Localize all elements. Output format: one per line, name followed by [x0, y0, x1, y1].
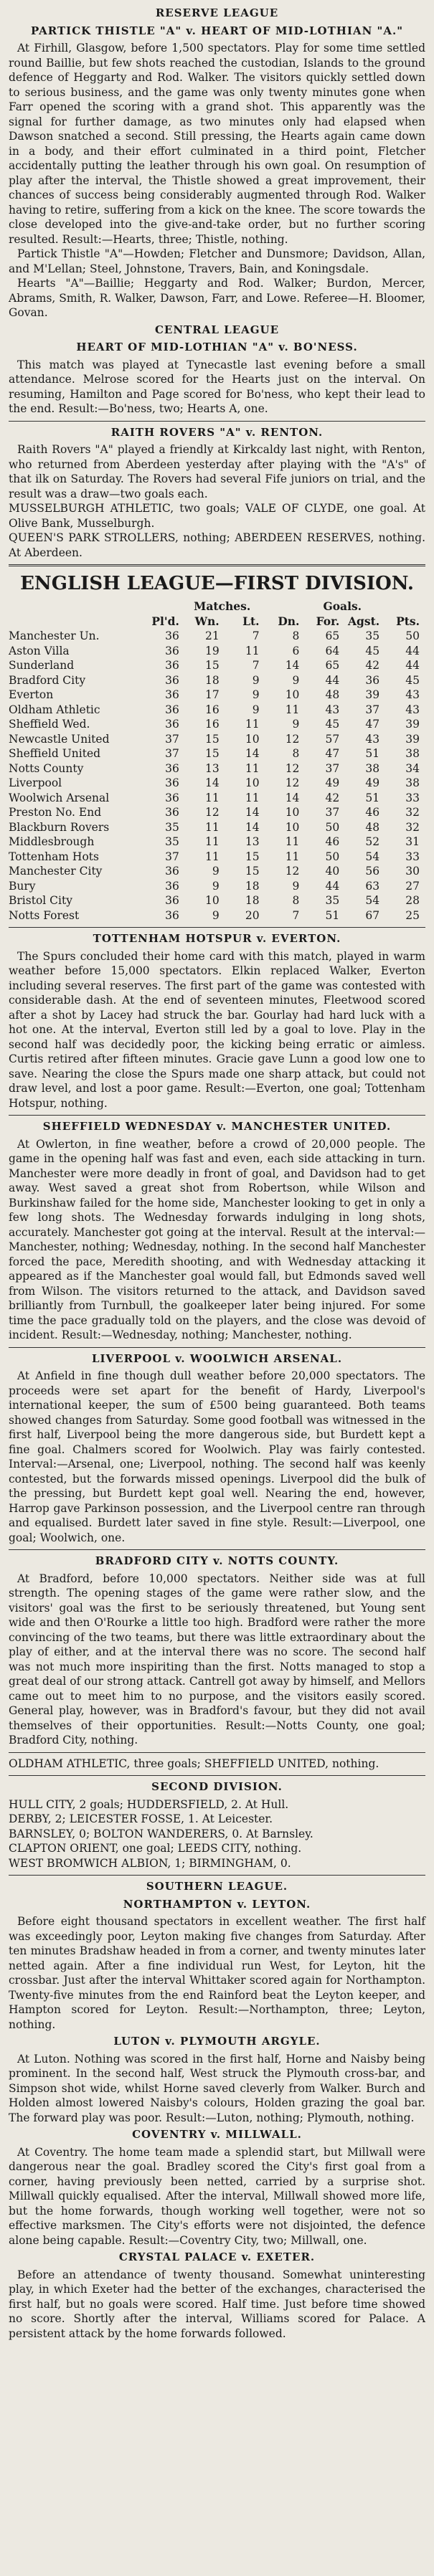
table-cell: 37 [165, 747, 179, 760]
article-paragraph: At Anfield in fine though dull weather before 20,000 spectators. The proceeds were set apart for the benefit of Hardy, Liverpool's international keeper, the sum of £500 being guaranteed. Both teams showed changes from Saturday. Some good football was witnessed in the first half, Liverpool being the more dangerous side, but Burdett kept a fine goal. Chalmers scored for Woolwich. Play was fairly contested. Interval:—Arsenal, one; Liverpool, nothing. The second half was keenly contested, but the forwards missed openings. Liverpool did the bulk of the pressing, but Burdett kept goal well. Nearing the end, however, Harrop gave Parkinson possession, and the Liverpool centre ran through and equalised. Burdett later saved in fine style. Result:—Liverpool, one goal; Woolwich, one. [9, 1369, 425, 1544]
article [9, 1897, 425, 2033]
table-cell: 8 [292, 629, 300, 642]
table-cell: 36 [165, 894, 179, 907]
table-cell: 50 [325, 850, 340, 863]
club-name: Notts Forest [9, 908, 80, 922]
table-cell: 18 [245, 894, 260, 907]
article-paragraph: Before eight thousand spectators in excellent weather. The first half was exceedingly poor, Leyton making five changes from Saturday. After ten minutes Bradshaw headed in from a corner, and twenty minutes later netted again. After a fine individual run West, for Leyton, hit the crossbar. Just after the interval Whittaker scored again for Northampton. Twenty-five minutes from the end Rainford beat the Leyton keeper, and Hampton scored for Leyton. Result:—Northampton, three; Leyton, nothing. [9, 1915, 425, 2031]
table-cell: 36 [165, 673, 179, 687]
article [9, 323, 425, 417]
table-cell: 9 [292, 879, 300, 893]
table-cell: 11 [245, 644, 260, 657]
table-row [9, 703, 425, 718]
table-cell: 9 [292, 718, 300, 731]
divider [9, 1752, 425, 1753]
table-cell: 49 [325, 776, 340, 789]
table-row [9, 850, 425, 865]
table-cell: 36 [165, 644, 179, 657]
result-line: QUEEN'S PARK STROLLERS, nothing; ABERDEEN RESERVES, nothing. At Aberdeen. [9, 531, 425, 559]
table-cell: 46 [365, 806, 380, 819]
table-cell: 52 [365, 835, 380, 848]
club-name: Bury [9, 879, 36, 893]
table-header-row [9, 614, 425, 629]
table-cell: 9 [212, 865, 220, 878]
table-cell: 21 [204, 629, 220, 642]
table-cell: 12 [285, 865, 300, 878]
table-cell: 63 [365, 879, 380, 893]
match-reports-section [9, 931, 425, 1771]
table-cell: 43 [365, 732, 380, 746]
table-cell: 31 [405, 835, 420, 848]
table-cell: 14 [245, 747, 260, 760]
table-cell: 64 [325, 644, 340, 657]
table-row [9, 658, 425, 673]
table-cell: 50 [405, 629, 420, 642]
table-cell: 9 [252, 688, 260, 701]
table-cell: 37 [325, 806, 340, 819]
club-name: Sheffield United [9, 747, 101, 760]
table-cell: 9 [252, 703, 260, 716]
table-cell: 47 [325, 747, 340, 760]
result-line: DERBY, 2; LEICESTER FOSSE, 1. At Leicester. [9, 1812, 273, 1825]
table-cell: 48 [325, 688, 340, 701]
divider [9, 927, 425, 928]
league-table [9, 599, 425, 923]
table-cell: 54 [365, 850, 380, 863]
result-line: BARNSLEY, 0; BOLTON WANDERERS, 0. At Barnsley. [9, 1827, 313, 1840]
table-cell: 42 [325, 791, 340, 804]
club-name: Bradford City [9, 673, 86, 687]
column-header: For. [316, 614, 340, 628]
table-row [9, 644, 425, 659]
table-cell: 11 [245, 761, 260, 775]
table-cell: 37 [165, 850, 179, 863]
article [9, 1554, 425, 1748]
article-paragraph: Before an attendance of twenty thousand. Somewhat uninteresting play, in which Exeter had the better of the exchanges, characterised the first half, but no goals were scored. Half time. Just before time showed no score. Shortly after the interval, Williams scored for Palace. A persistent attack by the home forwards followed. [9, 2268, 425, 2340]
table-cell: 14 [285, 659, 300, 672]
table-cell: 12 [285, 776, 300, 789]
result-line: MUSSELBURGH ATHLETIC, two goals; VALE OF CLYDE, one goal. At Olive Bank, Musselburgh. [9, 502, 425, 530]
divider [9, 1115, 425, 1116]
table-cell: 8 [292, 894, 300, 907]
article-title: BRADFORD CITY v. NOTTS COUNTY. [95, 1554, 339, 1567]
table-cell: 39 [405, 732, 420, 746]
table-cell: 10 [285, 806, 300, 819]
table-row [9, 791, 425, 806]
result-line: OLDHAM ATHLETIC, three goals; SHEFFIELD UNITED, nothing. [9, 1757, 379, 1770]
article-paragraph: This match was played at Tynecastle last evening before a small attendance. Melrose scored for the Hearts just on the interval. On resuming, Hamilton and Page scored for Bo'ness, who kept their lead to the end. Result:—Bo'ness, two; Hearts A, one. [9, 358, 425, 415]
table-row [9, 629, 425, 644]
table-cell: 11 [285, 850, 300, 863]
table-cell: 36 [165, 879, 179, 893]
table-cell: 11 [245, 791, 260, 804]
table-cell: 43 [325, 703, 340, 716]
divider [9, 421, 425, 422]
table-cell: 35 [165, 835, 179, 848]
club-name: Tottenham Hots [9, 850, 99, 863]
table-cell: 11 [204, 850, 220, 863]
article-title: LIVERPOOL v. WOOLWICH ARSENAL. [91, 1351, 343, 1365]
club-name: Blackburn Rovers [9, 820, 110, 834]
table-cell: 13 [245, 835, 260, 848]
table-row [9, 688, 425, 703]
club-name: Manchester Un. [9, 629, 100, 642]
table-cell: 9 [292, 673, 300, 687]
table-cell: 32 [405, 820, 420, 834]
article-title: TOTTENHAM HOTSPUR v. EVERTON. [93, 932, 341, 945]
goals-group-label: Goals. [323, 599, 362, 613]
column-header: Agst. [347, 614, 380, 628]
table-cell: 49 [365, 776, 380, 789]
table-cell: 16 [204, 703, 220, 716]
divider [9, 1775, 425, 1776]
table-row [9, 835, 425, 850]
table-cell: 15 [204, 747, 220, 760]
article [9, 2250, 425, 2341]
club-name: Oldham Athletic [9, 703, 100, 716]
table-cell: 6 [292, 644, 300, 657]
table-row [9, 732, 425, 747]
table-cell: 14 [285, 791, 300, 804]
table-cell: 9 [212, 879, 220, 893]
table-cell: 67 [365, 908, 380, 922]
table-cell: 32 [405, 806, 420, 819]
table-cell: 12 [285, 761, 300, 775]
table-cell: 15 [245, 850, 260, 863]
article [9, 1351, 425, 1546]
table-cell: 10 [285, 820, 300, 834]
table-cell: 14 [245, 806, 260, 819]
table-cell: 36 [165, 659, 179, 672]
column-header [9, 614, 145, 629]
result-line: HULL CITY, 2 goals; HUDDERSFIELD, 2. At Hull. [9, 1797, 289, 1811]
table-cell: 44 [405, 644, 420, 657]
club-name: Sunderland [9, 659, 75, 672]
article [9, 1757, 425, 1772]
table-cell: 35 [365, 629, 380, 642]
table-cell: 10 [204, 894, 220, 907]
table-row [9, 717, 425, 732]
club-name: Middlesbrough [9, 835, 95, 848]
result-line: CLAPTON ORIENT, one goal; LEEDS CITY, nothing. [9, 1842, 302, 1855]
table-cell: 11 [245, 718, 260, 731]
second-division-section [9, 1779, 425, 1871]
table-body [9, 629, 425, 923]
table-cell: 54 [365, 894, 380, 907]
table-cell: 44 [325, 879, 340, 893]
table-cell: 45 [365, 644, 380, 657]
club-name: Newcastle United [9, 732, 110, 746]
column-header: Wn. [194, 614, 220, 628]
divider [9, 1875, 425, 1876]
table-cell: 15 [204, 659, 220, 672]
table-cell: 11 [204, 791, 220, 804]
table-row [9, 820, 425, 835]
team-lineup: Hearts "A"—Baillie; Heggarty and Rod. Walker; Burdon, Mercer, Abrams, Smith, R. Walker, Dawson, Farr, and Lowe. Referee—H. Bloomer, Govan. [9, 277, 425, 319]
column-header: Dn. [278, 614, 300, 628]
column-header: Lt. [242, 614, 260, 628]
table-cell: 65 [325, 629, 340, 642]
matches-group-label: Matches. [194, 599, 251, 613]
table-cell: 30 [405, 865, 420, 878]
table-cell: 28 [405, 894, 420, 907]
table-cell: 47 [365, 718, 380, 731]
article-title: PARTICK THISTLE "A" v. HEART OF MID-LOTHIAN "A." [30, 24, 404, 37]
table-cell: 45 [325, 718, 340, 731]
article-title: RAITH ROVERS "A" v. RENTON. [110, 425, 324, 439]
table-cell: 15 [204, 732, 220, 746]
club-name: Liverpool [9, 776, 62, 789]
club-name: Manchester City [9, 865, 103, 878]
table-cell: 36 [165, 806, 179, 819]
table-cell: 38 [365, 761, 380, 775]
table-cell: 9 [212, 908, 220, 922]
table-cell: 51 [365, 747, 380, 760]
table-row [9, 673, 425, 688]
table-cell: 44 [405, 659, 420, 672]
table-cell: 12 [204, 806, 220, 819]
table-cell: 33 [405, 850, 420, 863]
result-line: WEST BROMWICH ALBION, 1; BIRMINGHAM, 0. [9, 1856, 291, 1870]
central-league-header: CENTRAL LEAGUE [154, 323, 280, 336]
table-cell: 36 [165, 703, 179, 716]
table-cell: 39 [365, 688, 380, 701]
article-title: NORTHAMPTON v. LEYTON. [123, 1897, 311, 1911]
column-header: Pl'd. [151, 614, 179, 628]
table-cell: 36 [365, 673, 380, 687]
table-cell: 45 [405, 673, 420, 687]
table-cell: 11 [285, 703, 300, 716]
table-cell: 13 [204, 761, 220, 775]
table-cell: 37 [325, 761, 340, 775]
table-cell: 43 [405, 688, 420, 701]
club-name: Bristol City [9, 894, 72, 907]
club-name: Notts County [9, 761, 84, 775]
table-cell: 10 [245, 732, 260, 746]
column-header: Pts. [396, 614, 420, 628]
table-cell: 36 [165, 688, 179, 701]
article-title: HEART OF MID-LOTHIAN "A" v. BO'NESS. [76, 341, 358, 353]
team-lineup: Partick Thistle "A"—Howden; Fletcher and Dunsmore; Davidson, Allan, and M'Lellan; Steel, Johnstone, Travers, Bain, and Koningsdale. [9, 247, 425, 275]
table-cell: 39 [405, 718, 420, 731]
southern-league-section [9, 1879, 425, 2341]
table-cell: 65 [325, 659, 340, 672]
table-cell: 15 [245, 865, 260, 878]
club-name: Woolwich Arsenal [9, 791, 110, 804]
article-title: COVENTRY v. MILLWALL. [132, 2128, 302, 2141]
table-cell: 51 [365, 791, 380, 804]
table-cell: 11 [204, 835, 220, 848]
table-row [9, 879, 425, 894]
table-cell: 40 [325, 865, 340, 878]
table-cell: 36 [165, 761, 179, 775]
table-cell: 7 [252, 659, 260, 672]
table-cell: 36 [165, 865, 179, 878]
table-cell: 38 [405, 776, 420, 789]
article-paragraph: At Owlerton, in fine weather, before a crowd of 20,000 people. The game in the opening half was fast and even, each side attacking in turn. Manchester were more deadly in front of goal, and Davidson had to get away. West saved a great shot from Robertson, while Wilson and Burkinshaw failed for the home side, Manchester looking to get in only a few long shots. The Wednesday forwards indulging in long shots, accurately. Manchester got going at the interval. Result at the interval:—Manchester, nothing; Wednesday, nothing. In the second half Manchester forced the pace, Meredith shooting, and with Wednesday attacking it appeared as if the Manchester goal would fall, but Edmonds saved well from Wilson. The visitors returned to the attack, and Davidson saved brilliantly from Turnbull, the goalkeeper later being injured. For some time the pace gradually told on the players, and the close was devoid of incident. Result:—Wednesday, nothing; Manchester, nothing. [9, 1137, 425, 1341]
table-cell: 38 [405, 747, 420, 760]
table-row [9, 776, 425, 791]
divider [9, 1549, 425, 1550]
table-cell: 36 [165, 629, 179, 642]
article-paragraph: Raith Rovers "A" played a friendly at Kirkcaldy last night, with Renton, who returned from Aberdeen yesterday after playing with the "A's" of that ilk on Saturday. The Rovers had several Fife juniors on trial, and the result was a draw—two goals each. [9, 443, 425, 500]
table-cell: 35 [165, 820, 179, 834]
table-cell: 57 [325, 732, 340, 746]
table-row [9, 864, 425, 879]
table-cell: 36 [165, 776, 179, 789]
table-row [9, 805, 425, 820]
table-row [9, 761, 425, 776]
club-name: Aston Villa [9, 644, 70, 657]
article [9, 2034, 425, 2125]
second-division-header: SECOND DIVISION. [151, 1780, 283, 1793]
table-cell: 37 [165, 732, 179, 746]
article [9, 2127, 425, 2248]
article-paragraph: The Spurs concluded their home card with this match, played in warm weather before 15,000 spectators. Elkin replaced Walker, Everton including several reserves. The first part of the game was contested with considerable dash. At the end of seventeen minutes, Fleetwood scored after a shot by Lacey had struck the bar. Gourlay had hard luck with a hot one. At the interval, Everton still led by a goal to love. Play in the second half was decidedly poor, the kicking being erratic or aimless. Curtis retired after fifteen minutes. Gracie gave Lunn a good low one to save. Nearing the close the Spurs made one sharp attack, but could not draw level, and lost a poor game. Result:—Everton, one goal; Tottenham Hotspur, nothing. [9, 949, 425, 1110]
table-cell: 19 [204, 644, 220, 657]
table-cell: 27 [405, 879, 420, 893]
table-cell: 12 [285, 732, 300, 746]
club-name: Sheffield Wed. [9, 718, 90, 731]
table-cell: 7 [252, 629, 260, 642]
table-group-header [9, 599, 425, 614]
table-cell: 10 [245, 776, 260, 789]
southern-league-header: SOUTHERN LEAGUE. [146, 1880, 288, 1893]
table-row [9, 746, 425, 761]
article-paragraph: At Bradford, before 10,000 spectators. Neither side was at full strength. The opening stages of the game were rather slow, and the visitors' goal was the first to be seriously threatened, but Young sent wide and then O'Rourke a little too high. Bradford were rather the more convincing of the two teams, but there was little extraordinary about the play of either, and at the interval there was no score. The second half was not much more inspiriting than the first. Notts managed to stop a great deal of our strong attack. Cantrell got away by himself, and Mellors came out to meet him to no purpose, and the visitors easily scored. General play, however, was in Bradford's favour, but they did not avail themselves of their opportunities. Result:—Notts County, one goal; Bradford City, nothing. [9, 1572, 425, 1746]
article [9, 931, 425, 1111]
article-paragraph: At Luton. Nothing was scored in the first half, Horne and Naisby being prominent. In the second half, West struck the Plymouth cross-bar, and Simpson shot wide, whilst Horne saved cleverly from Walker. Burch and Holden almost lowered Naisby's colours, Holden grazing the goal bar. The forward play was poor. Result:—Luton, nothing; Plymouth, nothing. [9, 2052, 425, 2124]
table-cell: 36 [165, 718, 179, 731]
table-cell: 11 [204, 820, 220, 834]
table-cell: 34 [405, 761, 420, 775]
table-cell: 7 [292, 908, 300, 922]
table-cell: 46 [325, 835, 340, 848]
article-paragraph: At Firhill, Glasgow, before 1,500 spectators. Play for some time settled round Baillie, but few shots reached the custodian, Islands to the ground defence of Heggarty and Rod. Walker. The visitors quickly settled down to serious business, and the game was only twenty minutes gone when Farr opened the scoring with a grand shot. This apparently was the signal for further damage, as two minutes only had elapsed when Dawson snatched a second. Still pressing, the Hearts again came down in a body, and their effort culminated in a third point, Fletcher accidentally putting the leather through his own goal. On resumption of play after the interval, the Thistle showed a great improvement, their chances of success being considerably augmented through Rod. Walker having to retire, suffering from a kick on the knee. The score towards the close developed into the give-and-take order, but no further scoring resulted. Result:—Hearts, three; Thistle, nothing. [9, 42, 425, 246]
table-cell: 43 [405, 703, 420, 716]
club-name: Everton [9, 688, 54, 701]
article [9, 24, 425, 320]
table-cell: 35 [325, 894, 340, 907]
table-cell: 33 [405, 791, 420, 804]
table-cell: 50 [325, 820, 340, 834]
article-title: LUTON v. PLYMOUTH ARGYLE. [113, 2035, 321, 2048]
table-cell: 17 [204, 688, 220, 701]
article [9, 1119, 425, 1343]
table-cell: 42 [365, 659, 380, 672]
table-cell: 36 [165, 908, 179, 922]
article-title: CRYSTAL PALACE v. EXETER. [118, 2251, 316, 2263]
reserve-league-section [9, 24, 425, 561]
table-cell: 10 [285, 688, 300, 701]
first-division-header: ENGLISH LEAGUE—FIRST DIVISION. [20, 573, 414, 594]
table-cell: 25 [405, 908, 420, 922]
table-row [9, 908, 425, 923]
table-cell: 14 [245, 820, 260, 834]
table-cell: 48 [365, 820, 380, 834]
table-cell: 18 [204, 673, 220, 687]
table-cell: 11 [285, 835, 300, 848]
table-cell: 18 [245, 879, 260, 893]
table-cell: 44 [325, 673, 340, 687]
table-cell: 37 [365, 703, 380, 716]
article-paragraph: At Coventry. The home team made a splendid start, but Millwall were dangerous near the goal. Bradley scored the City's first goal from a corner, having previously been netted, carried by a surprise shot. Millwall quickly equalised. After the interval, Millwall showed more life, but the home forwards, though working well together, were not so effective marksmen. The City's efforts were not disjointed, the defence alone being capable. Result:—Coventry City, two; Millwall, one. [9, 2145, 425, 2247]
article-title: SHEFFIELD WEDNESDAY v. MANCHESTER UNITED. [42, 1120, 392, 1133]
reserve-league-header: RESERVE LEAGUE [155, 6, 279, 19]
table-cell: 16 [204, 718, 220, 731]
club-name: Preston No. End [9, 806, 102, 819]
table-cell: 51 [325, 908, 340, 922]
table-cell: 9 [252, 673, 260, 687]
table-cell: 20 [245, 908, 260, 922]
section-divider [9, 564, 425, 566]
divider [9, 1347, 425, 1348]
article [9, 425, 425, 561]
table-cell: 36 [165, 791, 179, 804]
table-cell: 14 [204, 776, 220, 789]
table-row [9, 893, 425, 908]
table-cell: 56 [365, 865, 380, 878]
table-cell: 8 [292, 747, 300, 760]
